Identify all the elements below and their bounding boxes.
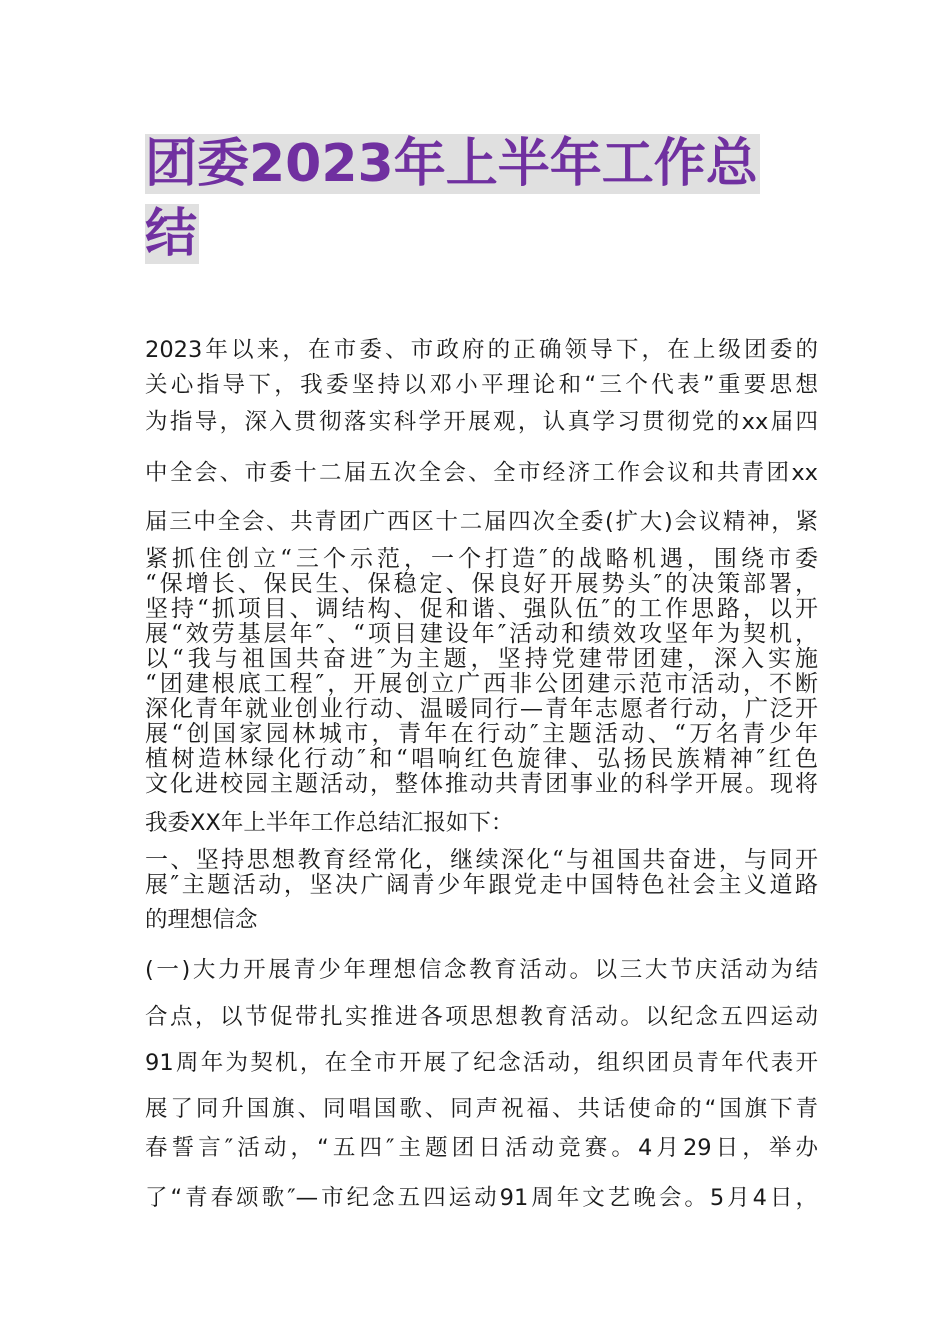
body-line: 我委XX年上半年工作总结汇报如下： [145,810,514,836]
body-line: 为指导，深入贯彻落实科学开展观，认真学习贯彻党的xx届四 [145,409,818,435]
body-line: 中全会、市委十二届五次全会、全市经济工作会议和共青团xx [145,460,818,486]
document-title-line-2 [145,203,199,265]
body-line: 关心指导下，我委坚持以邓小平理论和“三个代表”重要思想 [145,372,818,398]
body-line: 91周年为契机，在全市开展了纪念活动，组织团员青年代表开 [145,1050,818,1076]
body-line: 2023年以来，在市委、市政府的正确领导下，在上级团委的 [145,337,818,363]
body-line: 文化进校园主题活动，整体推动共青团事业的科学开展。现将 [145,771,818,797]
body-line: 深化青年就业创业行动、温暖同行—青年志愿者行动，广泛开 [145,696,818,722]
body-line: “保增长、保民生、保稳定、保良好开展势头″的决策部署， [145,571,818,597]
body-line: 合点，以节促带扎实推进各项思想教育活动。以纪念五四运动 [145,1004,818,1030]
body-line: 紧抓住创立“三个示范，一个打造″的战略机遇，围绕市委 [145,546,818,572]
document-title-line-1 [145,133,760,195]
document-title-text-1: 团委2023年上半年工作总 [145,134,758,194]
section-heading-line: 展″主题活动，坚决广阔青少年跟党走中国特色社会主义道路 [145,872,818,898]
body-line: 展“创国家园林城市，青年在行动″主题活动、“万名青少年 [145,721,818,747]
body-line: 展“效劳基层年″、“项目建设年″活动和绩效攻坚年为契机， [145,621,818,647]
section-heading-line: 一、坚持思想教育经常化，继续深化“与祖国共奋进，与同开 [145,847,818,873]
body-line: 展了同升国旗、同唱国歌、同声祝福、共话使命的“国旗下青 [145,1096,818,1122]
body-line: 坚持“抓项目、调结构、促和谐、强队伍″的工作思路，以开 [145,596,818,622]
document-title-text-2: 结 [145,204,198,264]
body-line: (一)大力开展青少年理想信念教育活动。以三大节庆活动为结 [145,957,818,983]
body-line: 春誓言″活动，“五四″主题团日活动竞赛。4月29日，举办 [145,1135,818,1161]
body-line: 届三中全会、共青团广西区十二届四次全委(扩大)会议精神，紧 [145,509,818,535]
section-heading-line: 的理想信念 [145,907,258,933]
body-line: 以“我与祖国共奋进″为主题，坚持党建带团建，深入实施 [145,646,818,672]
body-line: 植树造林绿化行动″和“唱响红色旋律、弘扬民族精神″红色 [145,746,818,772]
body-line: 了“青春颂歌″—市纪念五四运动91周年文艺晚会。5月4日， [145,1185,818,1211]
body-line: “团建根底工程″，开展创立广西非公团建示范市活动，不断 [145,671,818,697]
